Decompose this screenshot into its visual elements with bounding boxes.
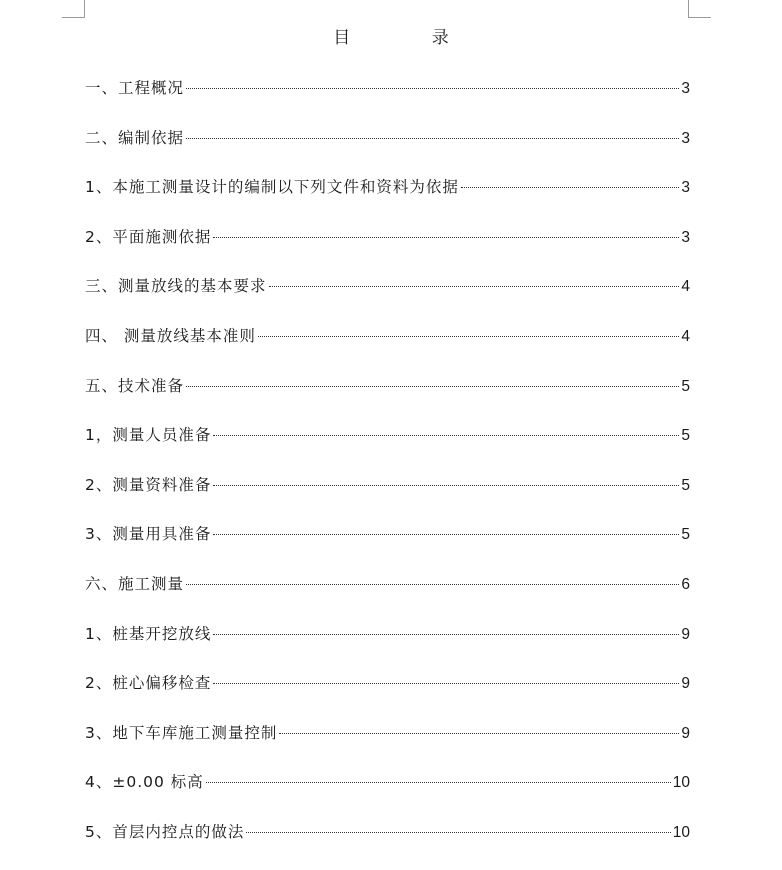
toc-entry-page-number: 9	[681, 675, 690, 693]
toc-entry[interactable]	[85, 324, 690, 374]
toc-dot-leader	[186, 88, 679, 89]
toc-entry-page-number: 5	[681, 377, 690, 395]
toc-entry-label: 三、测量放线的基本要求	[85, 277, 267, 296]
toc-entry[interactable]	[85, 671, 690, 721]
toc-entry-page-number: 3	[681, 179, 690, 197]
toc-entry-label: 六、施工测量	[85, 574, 185, 593]
crop-mark-top-left-horizontal	[62, 17, 84, 18]
toc-entry-page-number: 3	[681, 228, 690, 246]
toc-entry-label: 3、地下车库施工测量控制	[85, 723, 278, 742]
toc-entry[interactable]	[85, 473, 690, 523]
toc-entry-label: 2、平面施测依据	[85, 227, 212, 246]
toc-entry[interactable]	[85, 522, 690, 572]
toc-dot-leader	[269, 286, 680, 287]
toc-entry-label: 2、测量资料准备	[85, 475, 212, 494]
toc-entry[interactable]	[85, 770, 690, 820]
toc-entry-label: 4、±0.00 标高	[85, 773, 204, 792]
toc-dot-leader	[461, 187, 680, 188]
toc-entry-label: 3、测量用具准备	[85, 525, 212, 544]
toc-dot-leader	[186, 386, 679, 387]
toc-entry[interactable]	[85, 622, 690, 672]
toc-dot-leader	[186, 138, 679, 139]
toc-entry-page-number: 4	[681, 278, 690, 296]
toc-dot-leader	[206, 782, 671, 783]
toc-entry-label: 二、编制依据	[85, 128, 185, 147]
toc-entry-label: 5、首层内控点的做法	[85, 822, 245, 841]
toc-entry-page-number: 5	[681, 476, 690, 494]
toc-entry-page-number: 10	[672, 823, 690, 841]
toc-entry-page-number: 6	[681, 575, 690, 593]
toc-entry[interactable]	[85, 274, 690, 324]
toc-dot-leader	[213, 485, 679, 486]
toc-entry[interactable]	[85, 374, 690, 424]
toc-entry-page-number: 4	[681, 327, 690, 345]
toc-dot-leader	[258, 336, 679, 337]
toc-entry-label: 1、本施工测量设计的编制以下列文件和资料为依据	[85, 178, 459, 197]
toc-entry[interactable]	[85, 126, 690, 176]
crop-mark-top-right-vertical	[688, 0, 689, 18]
toc-dot-leader	[186, 584, 679, 585]
toc-title: 目 录	[333, 28, 487, 48]
toc-entry[interactable]	[85, 423, 690, 473]
toc-entry-label: 1，测量人员准备	[85, 426, 212, 445]
crop-mark-top-right-horizontal	[689, 17, 711, 18]
toc-entry-label: 2、桩心偏移检查	[85, 674, 212, 693]
toc-dot-leader	[246, 832, 670, 833]
toc-entry[interactable]	[85, 572, 690, 622]
toc-dot-leader	[213, 534, 679, 535]
toc-entry-page-number: 3	[681, 80, 690, 97]
toc-dot-leader	[213, 237, 679, 238]
toc-entry-page-number: 3	[681, 129, 690, 147]
toc-dot-leader	[213, 435, 679, 436]
toc-entry[interactable]	[85, 76, 690, 126]
toc-entry-page-number: 5	[681, 526, 690, 544]
toc-entry[interactable]	[85, 721, 690, 771]
toc-entry-label: 一、工程概况	[85, 79, 185, 97]
toc-list	[85, 76, 690, 870]
toc-entry-label: 五、技术准备	[85, 376, 185, 395]
toc-entry[interactable]	[85, 175, 690, 225]
toc-entry[interactable]	[85, 820, 690, 870]
crop-mark-top-left-vertical	[84, 0, 85, 18]
toc-entry[interactable]	[85, 225, 690, 275]
toc-dot-leader	[213, 634, 679, 635]
toc-dot-leader	[279, 733, 679, 734]
toc-entry-page-number: 9	[681, 625, 690, 643]
toc-entry-page-number: 5	[681, 427, 690, 445]
toc-entry-page-number: 9	[681, 724, 690, 742]
toc-entry-label: 四、 测量放线基本准则	[85, 326, 256, 345]
toc-entry-label: 1、桩基开挖放线	[85, 624, 212, 643]
toc-dot-leader	[213, 683, 679, 684]
toc-entry-page-number: 10	[672, 774, 690, 792]
